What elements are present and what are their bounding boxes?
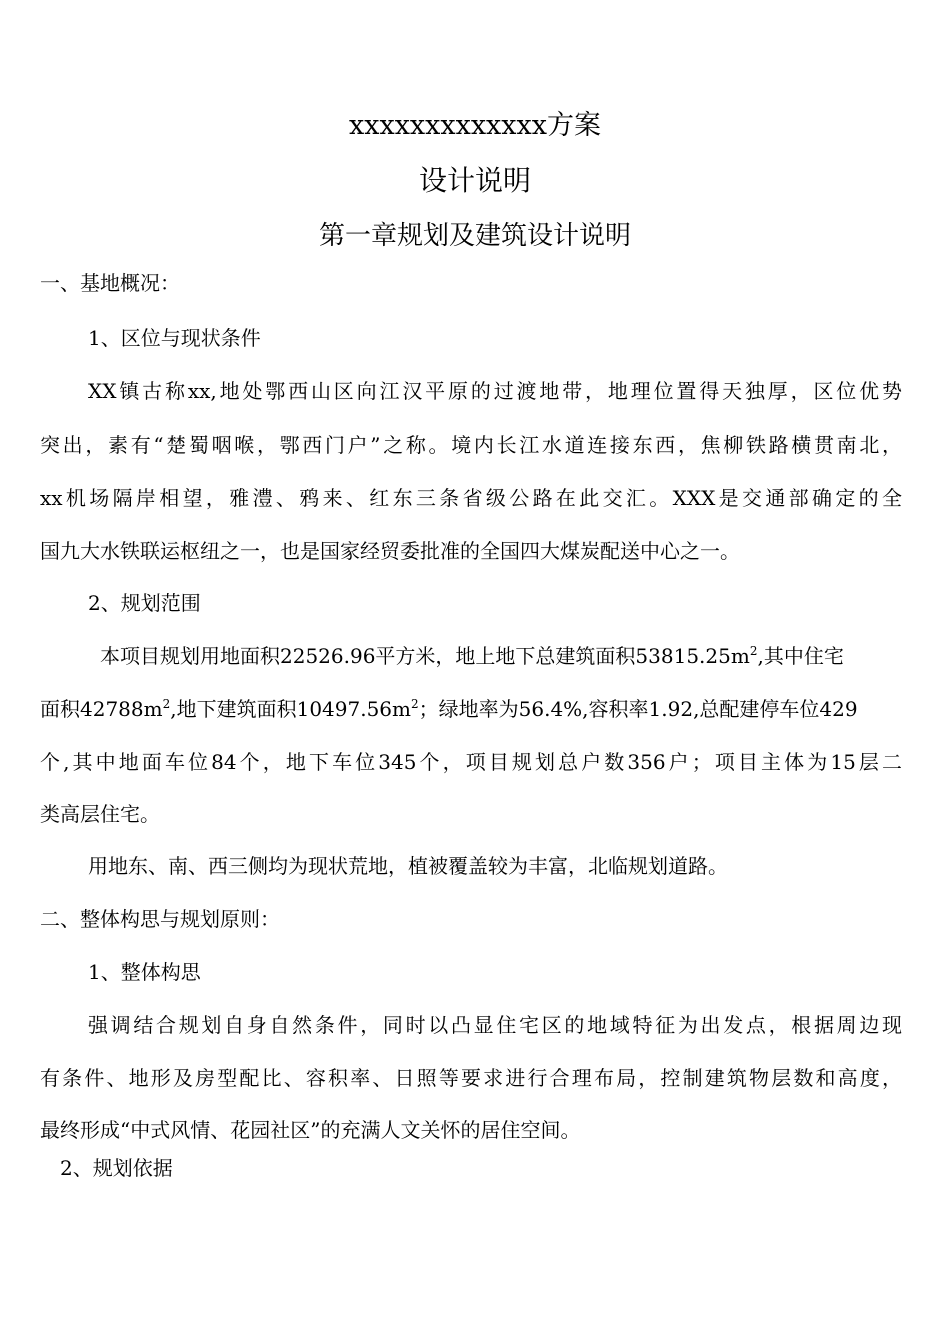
document-title: xxxxxxxxxxxxx方案	[349, 110, 601, 141]
document-subtitle: 设计说明	[418, 164, 531, 197]
subsection-heading-location: 1、区位与现状条件	[88, 326, 261, 350]
subsection-heading-planning-scope: 2、规划范围	[88, 591, 201, 615]
paragraph-line: 突出，素有“楚蜀咽喉，鄂西门户”之称。境内长江水道连接东西，焦柳铁路横贯南北，	[40, 433, 902, 457]
paragraph-line: XX镇古称xx,地处鄂西山区向江汉平原的过渡地带，地理位置得天独厚，区位优势	[88, 379, 902, 403]
paragraph-line	[100, 641, 844, 671]
subsection-heading-overall-concept: 1、整体构思	[88, 960, 201, 984]
paragraph-line: xx机场隔岸相望，雅澧、鸦来、红东三条省级公路在此交汇。XXX是交通部确定的全	[40, 486, 902, 510]
section-heading-concept: 二、整体构思与规划原则：	[40, 907, 280, 931]
paragraph-line: 类高层住宅。	[40, 802, 160, 826]
section-heading-site-overview: 一、基地概况：	[40, 271, 180, 295]
text-span: 面积42788m	[40, 697, 163, 721]
paragraph-line	[40, 694, 858, 724]
paragraph-line: 有条件、地形及房型配比、容积率、日照等要求进行合理布局，控制建筑物层数和高度，	[40, 1066, 902, 1090]
chapter-heading: 第一章规划及建筑设计说明	[318, 221, 631, 251]
paragraph-line: 最终形成“中式风情、花园社区”的充满人文关怀的居住空间。	[40, 1118, 581, 1142]
text-span: ；绿地率为56.4%,容积率1.92,总配建停车位429	[418, 697, 858, 721]
paragraph-line: 用地东、南、西三侧均为现状荒地，植被覆盖较为丰富，北临规划道路。	[88, 854, 728, 878]
superscript: 2	[162, 697, 171, 711]
text-span: ,其中住宅	[757, 644, 844, 668]
subsection-heading-planning-basis: 2、规划依据	[60, 1156, 173, 1180]
paragraph-line: 个,其中地面车位84个，地下车位345个，项目规划总户数356户；项目主体为15层二	[40, 750, 902, 774]
text-span: 本项目规划用地面积22526.96平方米，地上地下总建筑面积53815.25m	[100, 644, 750, 668]
paragraph-line: 强调结合规划自身自然条件，同时以凸显住宅区的地域特征为出发点，根据周边现	[88, 1013, 902, 1037]
superscript: 2	[749, 644, 758, 658]
paragraph-line: 国九大水铁联运枢纽之一，也是国家经贸委批准的全国四大煤炭配送中心之一。	[40, 539, 740, 563]
superscript: 2	[411, 697, 419, 711]
text-span: ,地下建筑面积10497.56m	[170, 697, 411, 721]
